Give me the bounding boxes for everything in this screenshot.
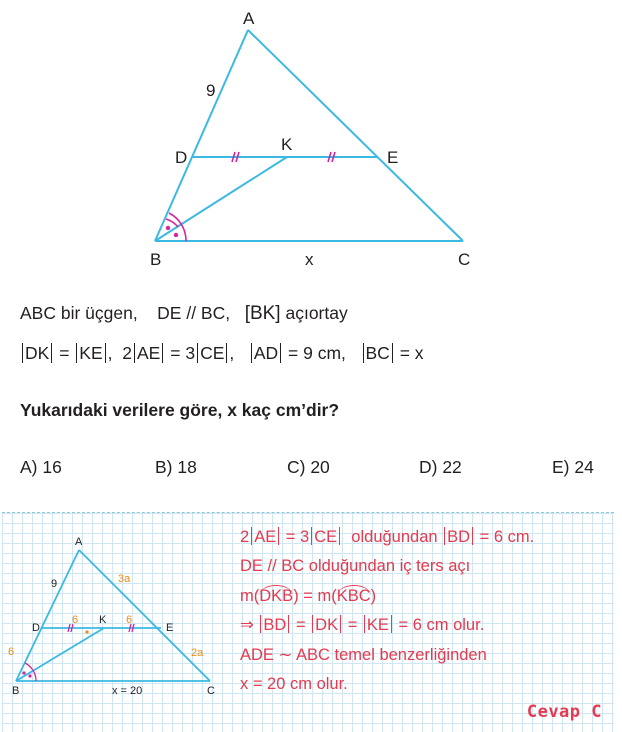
label-c: C xyxy=(458,250,471,269)
stmt-two: 2 xyxy=(122,343,132,363)
solution-line-5: ADE ∼ ABC temel benzerliğinden xyxy=(240,646,487,664)
stmt-dk: DK xyxy=(25,343,50,363)
angle-dot-2 xyxy=(174,233,178,237)
sol-label-b: B xyxy=(12,685,20,697)
sol-label-ad: 9 xyxy=(51,578,58,590)
stmt-triangle: ABC bir üçgen, xyxy=(20,303,138,323)
sol-angle-dot-2 xyxy=(28,674,31,677)
label-e: E xyxy=(387,148,399,167)
sol-label-ec: 2a xyxy=(191,647,204,659)
solution-line-2: DE // BC olduğundan iç ters açı xyxy=(240,557,471,575)
stmt-ae: AE xyxy=(137,343,161,363)
option-d[interactable]: D) 22 xyxy=(419,457,462,477)
side-ab xyxy=(155,30,248,241)
solution-line-1: 2 AE = 3 CE olduğundan BD = 6 cm. xyxy=(240,527,535,546)
sol-label-d: D xyxy=(32,622,40,634)
label-ad-length: 9 xyxy=(206,81,216,100)
label-d: D xyxy=(175,148,188,167)
stmt-eq4: = x xyxy=(399,343,424,363)
answer-label: Cevap C xyxy=(526,702,602,722)
segment-bk xyxy=(155,157,287,241)
stmt-ce: CE xyxy=(200,343,225,363)
stmt-ke: KE xyxy=(79,343,103,363)
stmt-eq3: = 9 cm, xyxy=(288,343,346,363)
solution-panel xyxy=(2,512,614,732)
solution-triangle-figure xyxy=(2,513,232,732)
stmt-eq2: = 3 xyxy=(170,343,196,363)
sol-label-e: E xyxy=(166,622,174,634)
stmt-sep2: , xyxy=(229,343,235,363)
stmt-bisector: açıortay xyxy=(285,303,348,323)
stmt-sep1: , xyxy=(107,343,113,363)
statement-line-1 xyxy=(20,303,348,325)
option-a[interactable]: A) 16 xyxy=(20,457,62,477)
sol-label-dk: 6 xyxy=(72,614,79,626)
angle-dot-1 xyxy=(166,226,170,230)
sol-label-ae: 3a xyxy=(118,573,131,585)
solution-line-3: m(DKB) = m(KBC) xyxy=(240,587,377,605)
question-text: Yukarıdaki verilere göre, x kaç cm’dir? xyxy=(20,400,340,420)
sol-label-ke: 6 xyxy=(126,614,133,626)
sol-label-c: C xyxy=(207,685,215,697)
sol-label-a: A xyxy=(75,536,83,548)
sol-label-k: K xyxy=(99,614,107,626)
stmt-parallel: DE // BC, xyxy=(157,303,231,323)
stmt-bk: [BK] xyxy=(244,303,281,324)
stmt-ad: AD xyxy=(253,343,279,363)
label-a: A xyxy=(243,9,255,28)
option-c[interactable]: C) 20 xyxy=(287,457,330,477)
stmt-eq1: = xyxy=(59,343,70,363)
statement-line-2 xyxy=(20,343,424,364)
main-triangle-figure xyxy=(0,0,622,280)
option-b[interactable]: B) 18 xyxy=(155,457,197,477)
solution-line-4: ⇒ BD = DK = KE = 6 cm olur. xyxy=(240,616,485,634)
label-bc-length: x xyxy=(305,250,314,269)
sol-label-bc: x = 20 xyxy=(112,685,143,697)
stmt-bc: BC xyxy=(365,343,390,363)
sol-label-bd: 6 xyxy=(8,646,15,658)
sol-angle-dot-1 xyxy=(22,671,25,674)
label-k: K xyxy=(281,135,293,154)
option-e[interactable]: E) 24 xyxy=(552,457,594,477)
sol-angle-dot-3 xyxy=(85,630,88,633)
solution-line-6: x = 20 cm olur. xyxy=(240,675,348,693)
angle-arc-inner xyxy=(166,219,178,227)
label-b: B xyxy=(150,250,162,269)
